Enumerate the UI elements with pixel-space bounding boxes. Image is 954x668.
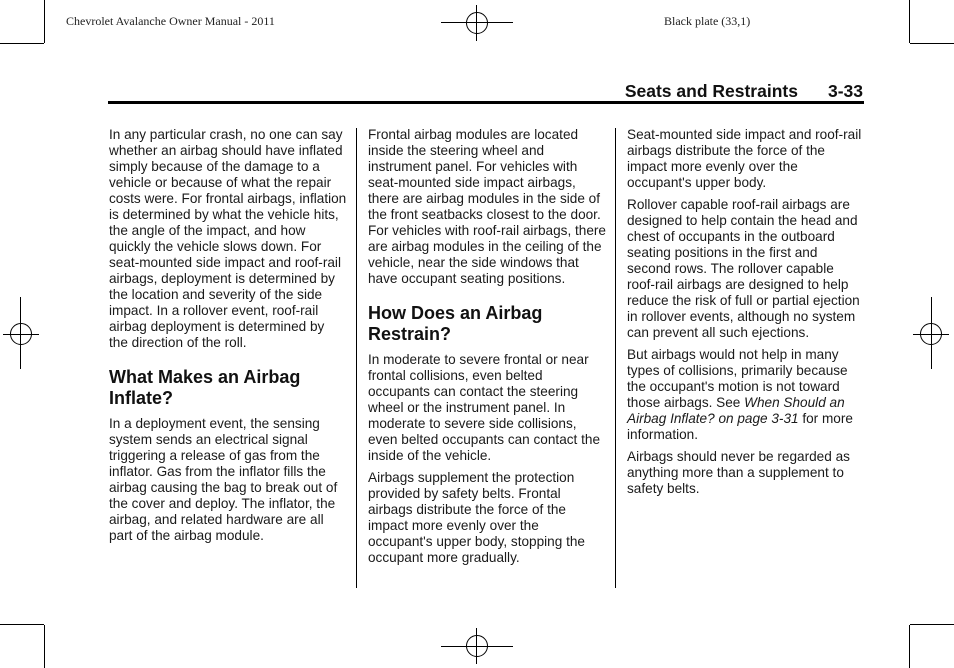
document-title: Chevrolet Avalanche Owner Manual - 2011 bbox=[66, 14, 275, 28]
crop-mark bbox=[44, 0, 45, 43]
cross-reference-link[interactable]: When Should an Airbag Inflate? on page 3-31 bbox=[627, 395, 845, 426]
crop-mark bbox=[0, 624, 44, 625]
paragraph-text: But airbags would not help in many types of collisions, primarily because the occupant's motion is not toward those airbags. See bbox=[627, 347, 848, 410]
plate-label: Black plate (33,1) bbox=[664, 14, 751, 28]
header-rule bbox=[108, 101, 864, 104]
crop-mark bbox=[909, 625, 910, 668]
paragraph: Airbags should never be regarded as anything more than a supplement to safety belts. bbox=[627, 449, 850, 496]
paragraph: In moderate to severe frontal or near frontal collisions, even belted occupants can contact the steering wheel or the instrument panel. In moderate to severe side collisions, even belted occupants can contact the inside of the vehicle. bbox=[368, 352, 601, 463]
section-header bbox=[625, 81, 863, 102]
crop-mark bbox=[44, 625, 45, 668]
paragraph: Frontal airbag modules are located inside the steering wheel and instrument panel. For vehicles with seat-mounted side impact airbags, there are airbag modules in the side of the front seatbacks closest to the door. For vehicles with roof-rail airbags, there are airbag modules in the ceiling of the vehicle, near the side windows that have occupant seating positions. bbox=[368, 127, 606, 286]
paragraph: Seat-mounted side impact and roof-rail airbags distribute the force of the impact more evenly over the occupant's upper body. bbox=[627, 127, 862, 190]
paragraph: Rollover capable roof-rail airbags are designed to help contain the head and chest of occupants in the outboard seating positions in the first and second rows. The rollover capable roof-rail airbags are designed to help reduce the risk of full or partial ejection in rollover events, although no system can prevent all such ejections. bbox=[627, 197, 860, 340]
column-3 bbox=[627, 127, 865, 503]
paragraph: In a deployment event, the sensing system sends an electrical signal triggering a release of gas from the inflator. Gas from the inflator fills the airbag causing the bag to break out of the cover and deploy. The inflator, the airbag, and related hardware are all part of the airbag module. bbox=[109, 416, 338, 543]
crop-mark bbox=[0, 43, 44, 44]
section-title: Seats and Restraints bbox=[624, 81, 798, 101]
paragraph: In any particular crash, no one can say whether an airbag should have inflated simply because of the damage to a vehicle or because of what the repair costs were. For frontal airbags, inflation is determined by what the vehicle hits, the angle of the impact, and how quickly the vehicle slows down. For seat-mounted side impact and roof-rail airbags, deployment is determined by the location and severity of the side impact. In a rollover event, roof-rail airbag deployment is determined by the direction of the roll. bbox=[109, 127, 347, 350]
heading-what-makes-airbag-inflate: What Makes an Airbag Inflate? bbox=[109, 367, 301, 408]
crop-mark bbox=[910, 43, 954, 44]
column-2 bbox=[368, 127, 606, 572]
crop-mark bbox=[910, 624, 954, 625]
paragraph: Airbags supplement the protection provided by safety belts. Frontal airbags distribute the force of the impact more evenly over the occupant's upper body, stopping the occupant more gradually. bbox=[368, 470, 585, 565]
paragraph-text: for more information. bbox=[627, 411, 853, 442]
column-divider bbox=[615, 128, 616, 588]
page-number: 3-33 bbox=[827, 81, 863, 101]
paragraph bbox=[627, 347, 865, 443]
column-1 bbox=[109, 127, 347, 550]
column-divider bbox=[356, 128, 357, 588]
crop-mark bbox=[909, 0, 910, 43]
heading-how-does-airbag-restrain: How Does an Airbag Restrain? bbox=[368, 303, 543, 344]
